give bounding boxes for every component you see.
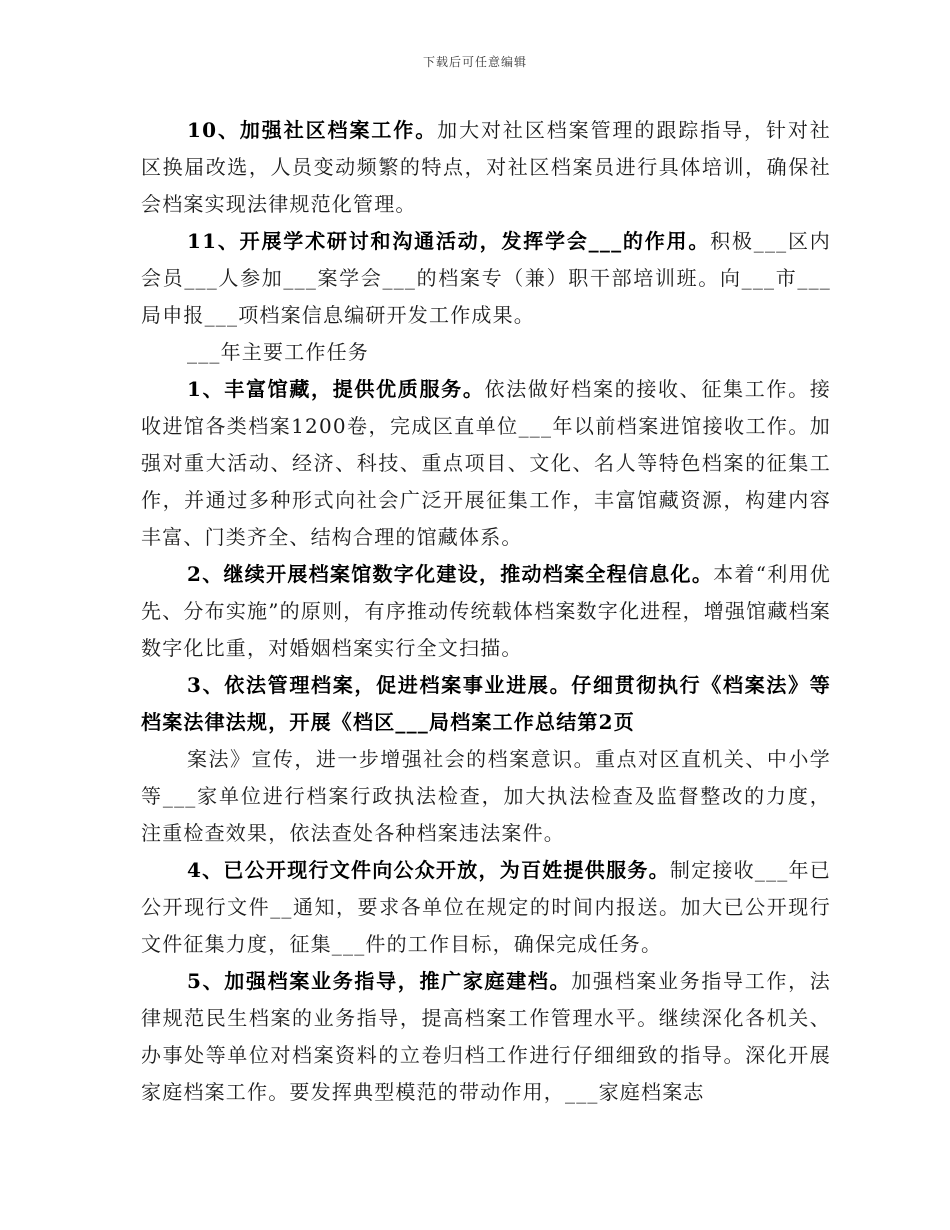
document-body [141,112,831,1111]
paragraph-task-3-continued [141,741,831,852]
paragraph-text: 本着“利用优先、分布实施”的原则，有序推动传统载体档案数字化进程，增强馆藏档案数字化比重，对婚姻档案实行全文扫描。 [141,562,831,660]
paragraph-heading: 11、开展学术研讨和沟通活动，发挥学会___的作用。 [187,229,711,253]
paragraph-11 [141,223,831,334]
paragraph-text: 案法》宣传，进一步增强社会的档案意识。重点对区直机关、中小学等___家单位进行档案行政执法检查，加大执法检查及监督整改的力度，注重检查效果，依法查处各种档案违法案件。 [141,747,831,845]
paragraph-text: 加大对社区档案管理的跟踪指导，针对社区换届改选，人员变动频繁的特点，对社区档案员进行具体培训，确保社会档案实现法律规范化管理。 [141,118,831,216]
paragraph-task-3 [141,667,831,741]
paragraph-heading: 3、依法管理档案，促进档案事业进展。仔细贯彻执行《档案法》等档案法律法规，开展《档区___局档案工作总结第2页 [141,673,831,734]
paragraph-task-4 [141,852,831,963]
paragraph-task-5 [141,963,831,1111]
paragraph-text: 积极___区内会员___人参加___案学会___的档案专（兼）职干部培训班。向___市___局申报___项档案信息编研开发工作成果。 [141,229,831,327]
section-title [141,334,831,371]
paragraph-heading: 5、加强档案业务指导，推广家庭建档。 [187,969,572,993]
paragraph-10 [141,112,831,223]
paragraph-heading: 4、已公开现行文件向公众开放，为百姓提供服务。 [187,858,670,882]
paragraph-text: ___年主要工作任务 [187,340,369,364]
paragraph-task-2 [141,556,831,667]
page-header: 下载后可任意编辑 [422,55,527,69]
paragraph-text: 制定接收___年已公开现行文件__通知，要求各单位在规定的时间内报送。加大已公开现行文件征集力度，征集___件的工作目标，确保完成任务。 [141,858,831,956]
paragraph-text: 依法做好档案的接收、征集工作。接收进馆各类档案1200卷，完成区直单位___年以前档案进馆接收工作。加强对重大活动、经济、科技、重点项目、文化、名人等特色档案的征集工作，并通过多种形式向社会广泛开展征集工作，丰富馆藏资源，构建内容丰富、门类齐全、结构合理的馆藏体系。 [141,377,831,549]
paragraph-heading: 10、加强社区档案工作。 [187,118,438,142]
paragraph-heading: 1、丰富馆藏，提供优质服务。 [187,377,485,401]
paragraph-heading: 2、继续开展档案馆数字化建设，推动档案全程信息化。 [187,562,714,586]
paragraph-task-1 [141,371,831,556]
paragraph-text: 加强档案业务指导工作，法律规范民生档案的业务指导，提高档案工作管理水平。继续深化各机关、办事处等单位对档案资料的立卷归档工作进行仔细细致的指导。深化开展家庭档案工作。要发挥典型模范的带动作用，___家庭档案志 [141,969,831,1104]
